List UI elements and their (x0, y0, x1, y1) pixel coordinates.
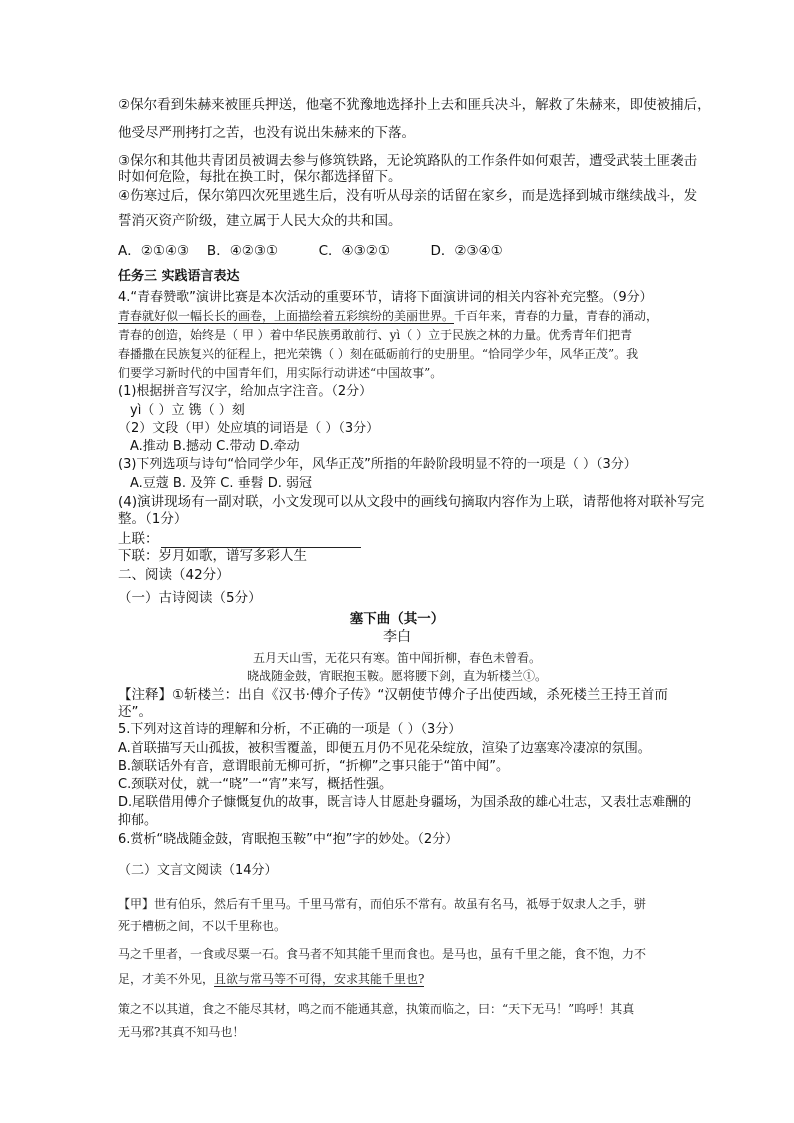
q3-choices: A．②①④③ B．④②③① C．④③②① D．②③④① (118, 243, 503, 259)
option-2-line1: ②保尔看到朱赫来被匪兵押送，他毫不犹豫地选择扑上去和匪兵决斗，解救了朱赫来，即使被捕后， (118, 97, 711, 113)
jia-line3: 马之千里者，一食或尽粟一石。食马者不知其能千里而食也。是马也，虽有千里之能，食不饱，力不 (118, 947, 647, 961)
passage-line3: 春播撒在民族复兴的征程上，把光荣镌（ ）刻在砥砺前行的史册里。“恰同学少年，风华正茂”。我 (118, 347, 639, 361)
passage-line1 (118, 307, 658, 325)
sub-q3: (3)下列选项与诗句“恰同学少年，风华正茂”所指的年龄阶段明显不符的一项是（ ）（3分） (118, 457, 637, 472)
sub-q2-choices: A.推动 B.撼动 C.带动 D.牵动 (130, 439, 300, 454)
jia-line5: 策之不以其道，食之不能尽其材，鸣之而不能通其意，执策而临之，曰：“天下无马！”呜呼！其真 (118, 1002, 635, 1016)
note-line2: 还”。 (118, 704, 152, 720)
poem-title: 塞下曲（其一） (349, 611, 445, 627)
upper-couplet-blank[interactable] (161, 533, 271, 548)
task3-heading: 任务三 实践语言表达 (118, 269, 240, 284)
option-3-line1: ③保尔和其他共青团员被调去参与修筑铁路，无论筑路队的工作条件如何艰苦，遭受武装土匪袭击 (118, 153, 698, 169)
jia-line1: 【甲】世有伯乐，然后有千里马。千里马常有，而伯乐不常有。故虽有名马，祗辱于奴隶人之手，骈 (118, 897, 647, 911)
passage-line4: 们要学习新时代的中国青年们，用实际行动讲述“中国故事”。 (118, 366, 443, 380)
sub-q1: (1)根据拼音写汉字，给加点字注音。（2分） (118, 384, 373, 399)
q5-option-c: C.颈联对仗，就一“晓”一“宵”来写，概括性强。 (118, 777, 393, 792)
q5-option-d-line2: 抑郁。 (118, 813, 158, 828)
jia-line4-start: 足，才美不外见， (118, 972, 215, 986)
q5-option-a: A.首联描写天山孤拔，被积雪覆盖，即便五月仍不见花朵绽放，渲染了边塞寒冷凄凉的氛围。 (118, 741, 651, 756)
upper-couplet-row (118, 530, 361, 548)
sub-q4-line1: (4)演讲现场有一副对联，小文发现可以从文段中的画线句摘取内容作为上联，请帮他将对联补写完 (118, 494, 705, 510)
jia-line2: 死于槽枥之间，不以千里称也。 (118, 919, 287, 933)
passage-line1-rest: 千百年来，青春的力量，青春的涌动， (454, 309, 659, 323)
q5-option-d-line1: D.尾联借用傅介子慷慨复仇的故事，既言诗人甘愿赴身疆场，为国杀敌的雄心壮志，又表壮志难酬的 (118, 795, 692, 810)
option-2-line2: 他受尽严刑拷打之苦，也没有说出朱赫来的下落。 (118, 125, 415, 141)
q5-stem: 5.下列对这首诗的理解和分析，不正确的一项是（ ）（3分） (118, 722, 462, 737)
lower-couplet: 下联：岁月如歌，谱写多彩人生 (118, 548, 307, 564)
reading-heading: 二、阅读（42分） (118, 567, 230, 583)
q5-option-b: B.颔联话外有音，意谓眼前无柳可折，“折柳”之事只能于“笛中闻”。 (118, 759, 509, 774)
sub-q4-line2: 整。（1分） (118, 511, 188, 527)
poem-line1: 五月天山雪，无花只有寒。笛中闻折柳，春色未曾看。 (252, 651, 541, 665)
option-4-line1: ④伤寒过后，保尔第四次死里逃生后，没有听从母亲的话留在家乡，而是选择到城市继续战斗，发 (118, 188, 698, 204)
upper-couplet-blank-2[interactable] (271, 533, 361, 548)
poetry-subheading: （一）古诗阅读（5分） (118, 590, 262, 606)
q6-stem: 6.赏析“晓战随金鼓，宵眠抱玉鞍”中“抱”字的妙处。（2分） (118, 832, 459, 847)
jia-line4 (118, 970, 424, 988)
classical-subheading: （二）文言文阅读（14分） (118, 863, 278, 878)
poem-author: 李白 (383, 629, 411, 645)
underlined-sentence: 青春就好似一幅长长的画卷，上面描绘着五彩缤纷的美丽世界。 (118, 309, 455, 323)
sub-q1-items: yì（ ）立 镌（ ）刻 (130, 403, 245, 418)
jia-underlined-sentence: 且欲与常马等不可得，安求其能千里也? (214, 972, 425, 986)
upper-couplet-label: 上联： (118, 531, 159, 547)
q4-stem: 4.“青春赞歌”演讲比赛是本次活动的重要环节，请将下面演讲词的相关内容补充完整。（9分） (118, 290, 653, 305)
option-4-line2: 誓消灭资产阶级，建立属于人民大众的共和国。 (118, 213, 402, 229)
sub-q2: （2）文段（甲）处应填的词语是（ ）（3分） (118, 421, 380, 436)
sub-q3-choices: A.豆蔻 B. 及笄 C. 垂髫 D. 弱冠 (130, 476, 312, 491)
poem-line2: 晓战随金鼓，宵眠抱玉鞍。愿将腰下剑，直为斩楼兰①。 (246, 669, 547, 683)
option-3-line2: 时如何危险，每批在换工时，保尔都选择留下。 (118, 169, 402, 185)
note-line1: 【注释】①斩楼兰：出自《汉书·傅介子传》“汉朝使节傅介子出使西域，杀死楼兰王持王首而 (118, 687, 668, 703)
passage-line2: 青春的创造，始终是（ 甲 ）着中华民族勇敢前行、yì（ ）立于民族之林的力量。优秀青年们把青 (118, 328, 633, 342)
jia-line6: 无马邪?其真不知马也！ (118, 1025, 245, 1039)
